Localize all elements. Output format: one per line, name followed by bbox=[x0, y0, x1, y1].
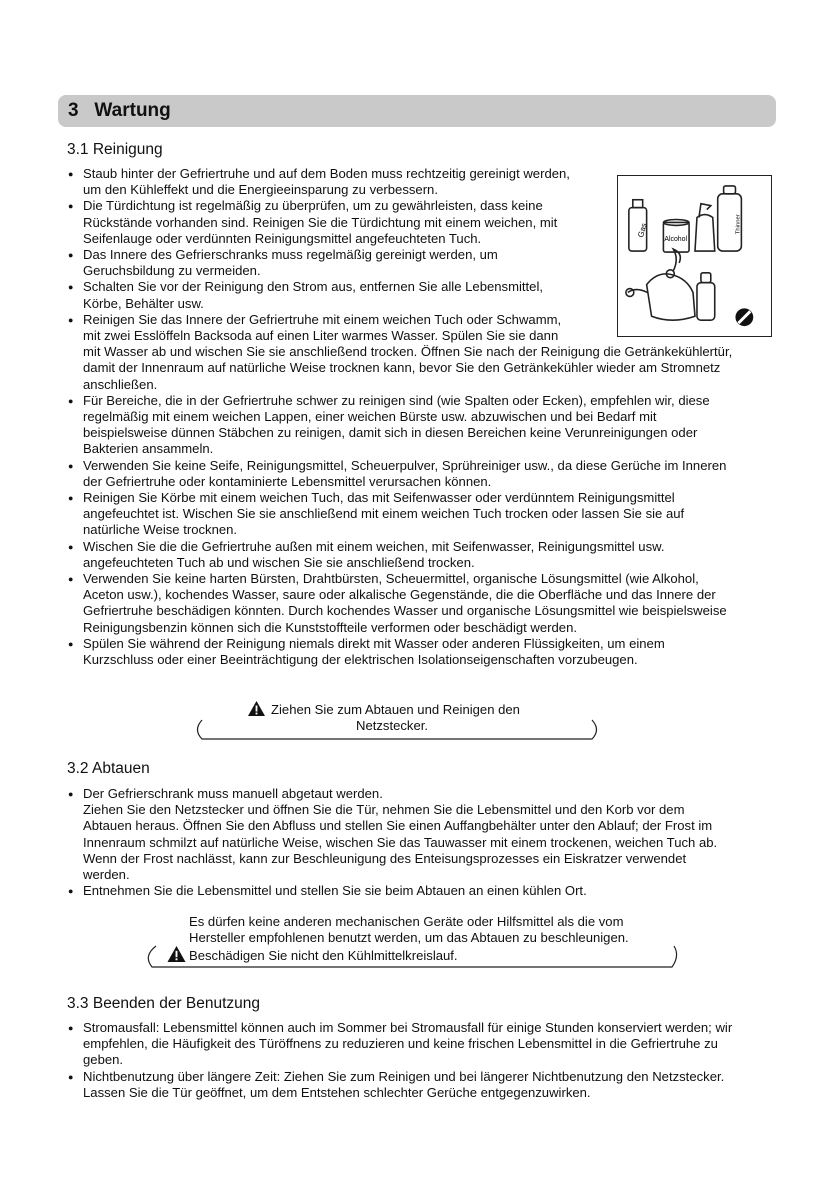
list-item-line: ● Verwenden Sie keine harten Bürsten, Drahtbürsten, Scheuermittel, organische Lösungsmittel (wie Alkohol, bbox=[83, 571, 699, 587]
list-item-line: ● Nichtbenutzung über längere Zeit: Ziehen Sie zum Reinigen und bei längerer Nichtbenutzung den Netzstecker. bbox=[83, 1068, 725, 1084]
list-item-line: angefeuchteten Tuch ab und wischen Sie sie anschließend trocken. bbox=[83, 554, 475, 570]
list-item-line: ● Schalten Sie vor der Reinigung den Strom aus, entfernen Sie alle Lebensmittel, bbox=[83, 279, 544, 295]
subsection-title-defrost: 3.2 Abtauen bbox=[67, 760, 150, 777]
subsection-title-stop-use: 3.3 Beenden der Benutzung bbox=[67, 995, 261, 1012]
list-item bbox=[67, 490, 782, 539]
list-item-line: Wenn der Frost nachlässt, kann zur Beschleunigung des Enteisungsprozesses ein Eiskratzer verwendet bbox=[83, 850, 687, 866]
warning-icon bbox=[247, 700, 266, 717]
defrost-warning-line-3: Beschädigen Sie nicht den Kühlmittelkreislauf. bbox=[166, 945, 458, 964]
list-item-line: Geruchsbildung zu vermeiden. bbox=[83, 263, 261, 279]
list-item-line: Rückstände vorhanden sind. Reinigen Sie die Türdichtung mit einem weichen, mit bbox=[83, 214, 558, 230]
cleaning-agents-illustration bbox=[617, 175, 772, 337]
list-item bbox=[67, 883, 782, 899]
bottle-label-thinner: Thinner bbox=[735, 214, 742, 235]
prohibited-chemicals-icon bbox=[618, 176, 771, 336]
warning-callout-unplug bbox=[192, 697, 602, 743]
list-item-line: werden. bbox=[83, 867, 130, 883]
list-item-line: anschließen. bbox=[83, 376, 158, 392]
list-item-line: ● Für Bereiche, die in der Gefriertruhe schwer zu reinigen sind (wie Spalten oder Ecken), empfehlen wir, diese bbox=[83, 392, 710, 408]
defrost-warning-line-1: Es dürfen keine anderen mechanischen Geräte oder Hilfsmittel als die vom bbox=[189, 914, 624, 929]
list-item-line: Abtauen heraus. Öffnen Sie den Abfluss und stellen Sie einen Auffangbehälter unter den Ablauf; der Frost im bbox=[83, 818, 713, 834]
defrost-list bbox=[67, 786, 782, 899]
list-item-line: Gefriertruhe beschädigen könnten. Durch kochendes Wasser und organische Lösungsmittel wie beispielsweise bbox=[83, 603, 727, 619]
list-item-line: ● Das Innere des Gefrierschranks muss regelmäßig gereinigt werden, um bbox=[83, 247, 498, 263]
list-item-line: um den Kühleffekt und die Energieeinsparung zu verbessern. bbox=[83, 182, 438, 198]
list-item-line: natürliche Weise trocknen. bbox=[83, 522, 238, 538]
warning-callout-defrost bbox=[142, 913, 682, 971]
bottle-label-gas: Gas bbox=[636, 222, 649, 239]
list-item-line: empfehlen, die Häufigkeit des Türöffnens zu reduzieren und keine frischen Lebensmittel in die Gefriertruhe zu bbox=[83, 1036, 718, 1052]
list-item-line: ● Die Türdichtung ist regelmäßig zu überprüfen, um zu gewährleisten, dass keine bbox=[83, 198, 543, 214]
list-item-line: ● Reinigen Sie das Innere der Gefriertruhe mit einem weichen Tuch oder Schwamm, bbox=[83, 311, 562, 327]
list-item-line: mit Wasser ab und wischen Sie sie anschließend trocken. Öffnen Sie nach der Reinigung die Getränkekühlertür, bbox=[83, 344, 733, 360]
list-item-line: ● Reinigen Sie Körbe mit einem weichen Tuch, das mit Seifenwasser oder verdünntem Reinigungsmittel bbox=[83, 490, 675, 506]
list-item bbox=[67, 786, 782, 883]
subsection-title-cleaning: 3.1 Reinigung bbox=[67, 141, 163, 158]
list-item-line: Reinigungsbenzin können sich die Kunststoffteile verformen oder beschädigt werden. bbox=[83, 619, 577, 635]
section-title: 3 Wartung bbox=[68, 100, 171, 121]
list-item-line: Seifenlauge oder verdünnten Reinigungsmittel angefeuchteten Tuch. bbox=[83, 230, 482, 246]
list-item bbox=[67, 1020, 782, 1069]
can-label-alcohol: Alcohol bbox=[664, 236, 688, 244]
defrost-warning-line-2: Hersteller empfohlenen benutzt werden, um das Abtauen zu beschleunigen. bbox=[189, 930, 629, 945]
list-item-line: ● Der Gefrierschrank muss manuell abgetaut werden. bbox=[83, 786, 383, 801]
warning-icon bbox=[166, 945, 187, 963]
list-item-line: ● Entnehmen Sie die Lebensmittel und stellen Sie sie beim Abtauen an einen kühlen Ort. bbox=[83, 883, 587, 899]
list-item bbox=[67, 393, 782, 458]
list-item bbox=[67, 539, 782, 571]
list-item-line: Körbe, Behälter usw. bbox=[83, 295, 204, 311]
list-item bbox=[67, 636, 782, 668]
list-item-line: Kurzschluss oder einer Beeinträchtigung der elektrischen Isolationseigenschaften vorzubeugen. bbox=[83, 652, 638, 668]
list-item-line: beispielsweise dünnen Stäbchen zu reinigen, damit sich in diesen Bereichen keine Verunreinigungen oder bbox=[83, 425, 698, 441]
list-item-line: ● Stromausfall: Lebensmittel können auch im Sommer bei Stromausfall für einige Stunden konserviert werden; wir bbox=[83, 1020, 733, 1035]
list-item-line: ● Verwenden Sie keine Seife, Reinigungsmittel, Scheuerpulver, Sprühreiniger usw., da diese Gerüche im Inneren bbox=[83, 457, 727, 473]
list-item bbox=[67, 571, 782, 636]
list-item-line: Aceton usw.), kochendes Wasser, saure oder alkalische Gegenstände, die die Oberfläche und das Innere der bbox=[83, 587, 716, 603]
list-item-line: geben. bbox=[83, 1052, 124, 1068]
list-item-line: Ziehen Sie den Netzstecker und öffnen Sie die Tür, nehmen Sie die Lebensmittel und den Korb vor dem bbox=[83, 802, 685, 818]
list-item bbox=[67, 1069, 782, 1101]
list-item-line: angefeuchtet ist. Wischen Sie sie anschließend mit einem weichen Tuch trocken oder lassen Sie sie auf bbox=[83, 506, 685, 522]
list-item-line: mit zwei Esslöffeln Backsoda auf einen Liter warmes Wasser. Spülen Sie sie dann bbox=[83, 328, 559, 344]
list-item-line: Lassen Sie die Tür geöffnet, um dem Entstehen schlechter Gerüche entgegenzuwirken. bbox=[83, 1084, 591, 1100]
stop-use-list bbox=[67, 1020, 782, 1101]
list-item bbox=[67, 458, 782, 490]
warning-line-1: Ziehen Sie zum Abtauen und Reinigen den bbox=[247, 700, 520, 718]
list-item-line: Innenraum schmilzt auf natürliche Weise, wischen Sie das Tauwasser mit einem trockenen, weichen Tuch ab. bbox=[83, 834, 718, 850]
list-item-line: ● Wischen Sie die die Gefriertruhe außen mit einem weichen, mit Seifenwasser, Reinigungsmittel usw. bbox=[83, 538, 665, 554]
list-item-line: damit der Innenraum auf natürliche Weise trocknen kann, bevor Sie den Getränkekühler wieder am Stromnetz bbox=[83, 360, 721, 376]
list-item-line: ● Staub hinter der Gefriertruhe und auf dem Boden muss rechtzeitig gereinigt werden, bbox=[83, 166, 570, 181]
section-header bbox=[58, 95, 776, 127]
list-item-line: der Gefriertruhe oder kontaminierte Lebensmittel verursachen können. bbox=[83, 473, 492, 489]
list-item-line: regelmäßig mit einem weichen Lappen, einer weichen Bürste usw. abzuwischen und bei Bedarf mit bbox=[83, 409, 657, 425]
warning-line-2: Netzstecker. bbox=[356, 718, 429, 733]
list-item-line: Bakterien ansammeln. bbox=[83, 441, 214, 457]
list-item-line: ● Spülen Sie während der Reinigung niemals direkt mit Wasser oder anderen Flüssigkeiten, um einem bbox=[83, 635, 665, 651]
